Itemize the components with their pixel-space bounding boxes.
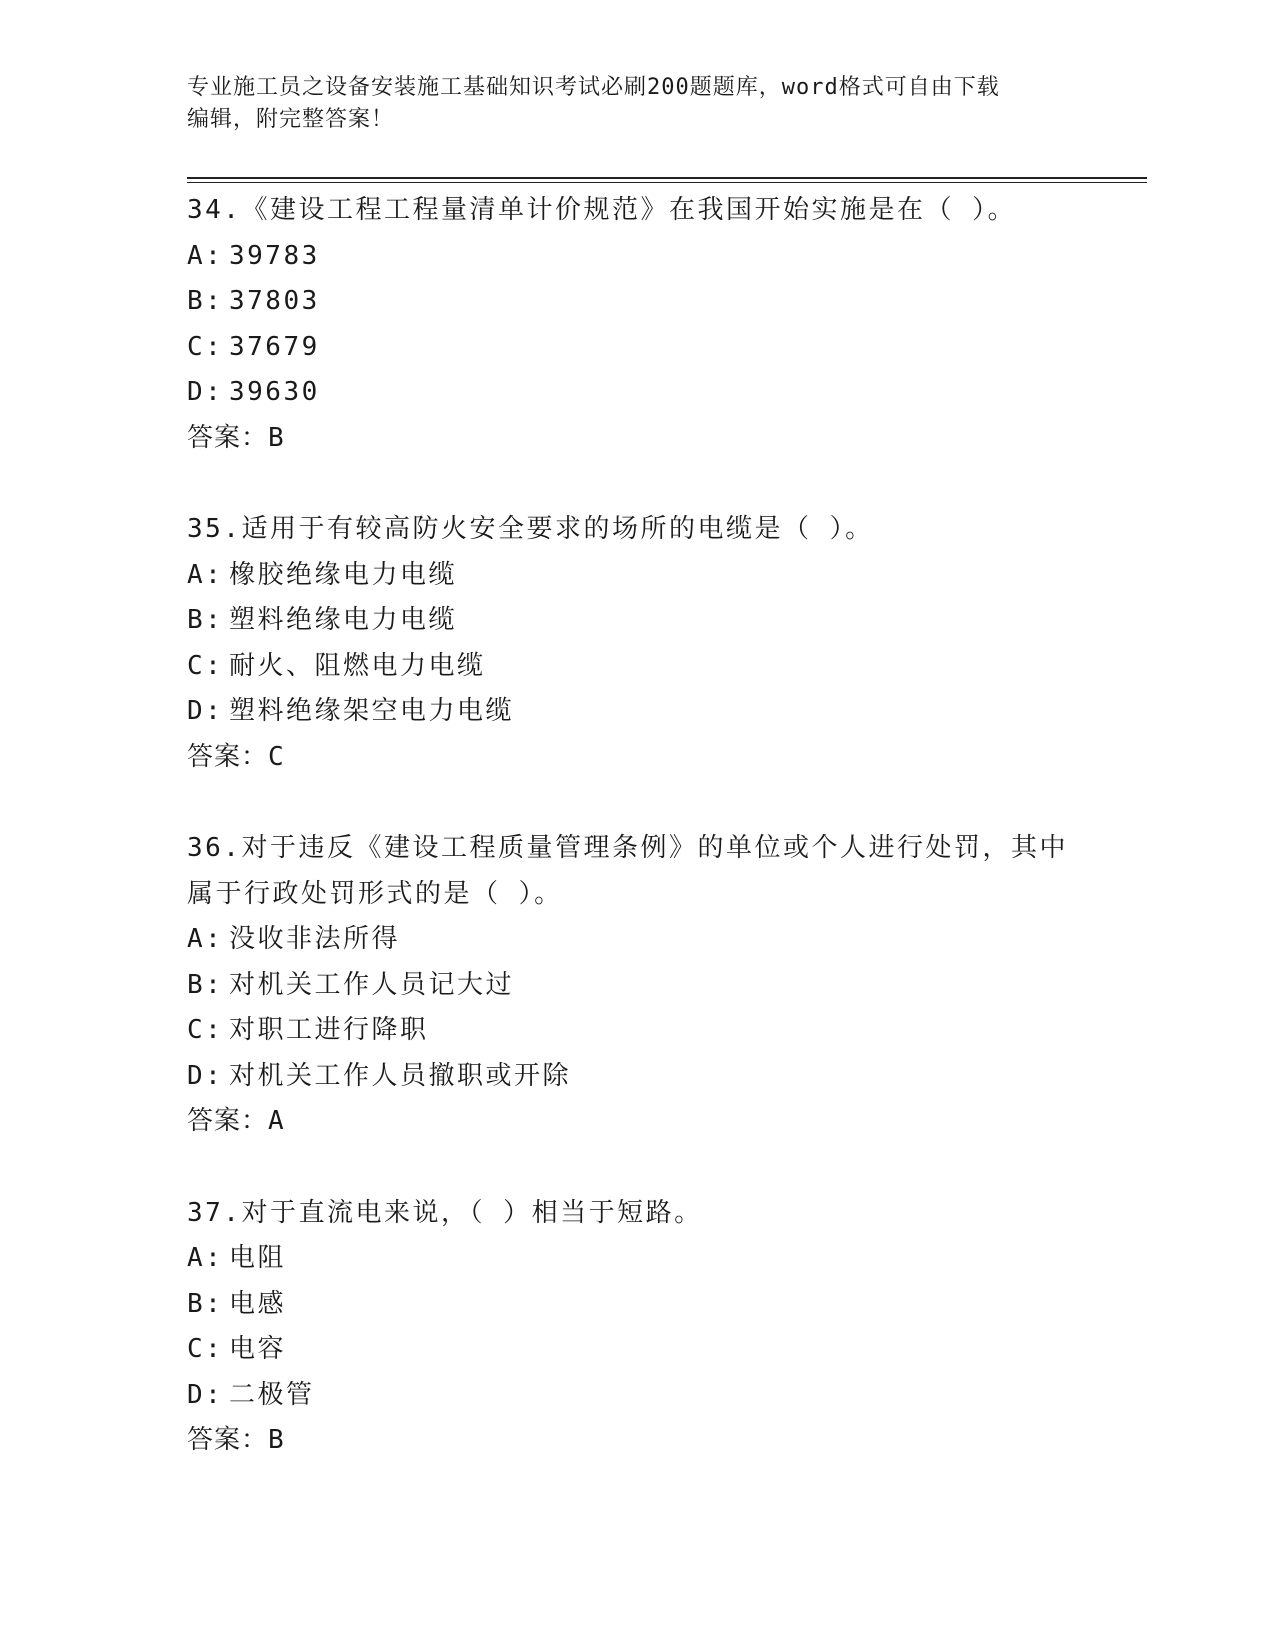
option-letter: B:	[187, 605, 224, 635]
answer-option	[187, 917, 1087, 963]
answer-option	[187, 963, 1087, 1009]
answer-option	[187, 1236, 1087, 1282]
option-text: 电容	[229, 1334, 287, 1364]
option-letter: A:	[187, 924, 224, 954]
answer-option	[187, 1373, 1087, 1419]
answer-option	[187, 279, 1087, 325]
option-text: 电感	[229, 1288, 287, 1319]
option-text: 对机关工作人员撤职或开除	[229, 1060, 572, 1091]
answer-key: 答案：B	[187, 422, 285, 453]
answer-option	[187, 1054, 1087, 1100]
answer-option	[187, 370, 1087, 416]
answer-key: 答案：C	[187, 741, 285, 772]
option-text: 橡胶绝缘电力电缆	[229, 559, 458, 590]
option-text: 没收非法所得	[229, 924, 401, 954]
answer-option	[187, 1327, 1087, 1373]
answer-option	[187, 325, 1087, 371]
option-text: 对机关工作人员记大过	[229, 969, 515, 1000]
question-text: 34.《建设工程工程量清单计价规范》在我国开始实施是在（ ）。	[187, 195, 1017, 225]
option-text: 对职工进行降职	[229, 1015, 429, 1045]
question-text: 36.对于违反《建设工程质量管理条例》的单位或个人进行处罚，其中	[187, 833, 1068, 863]
header-line-1: 专业施工员之设备安装施工基础知识考试必刷200题题库，word格式可自由下载	[187, 75, 1000, 100]
option-letter: D:	[187, 377, 224, 407]
header-line-2: 编辑，附完整答案！	[187, 107, 395, 132]
answer-option	[187, 689, 1087, 735]
answer-key: 答案：B	[187, 1425, 285, 1455]
option-text: 39783	[229, 240, 320, 271]
option-letter: C:	[187, 650, 224, 681]
option-text: 二极管	[229, 1379, 315, 1410]
option-text: 37679	[229, 331, 320, 362]
answer-key: 答案：A	[187, 1106, 285, 1136]
option-text: 39630	[229, 377, 320, 407]
question-block	[187, 507, 1087, 780]
question-text: 属于行政处罚形式的是（ ）。	[187, 878, 563, 909]
option-text: 塑料绝缘电力电缆	[229, 605, 458, 635]
question-text: 37.对于直流电来说，（ ）相当于短路。	[187, 1197, 703, 1228]
option-letter: C:	[187, 331, 224, 362]
answer-option	[187, 1282, 1087, 1328]
question-block	[187, 826, 1087, 1145]
option-letter: B:	[187, 969, 224, 1000]
option-letter: A:	[187, 240, 224, 271]
option-letter: D:	[187, 1060, 224, 1091]
option-letter: A:	[187, 1243, 224, 1273]
answer-option	[187, 234, 1087, 280]
option-letter: D:	[187, 696, 224, 726]
option-letter: B:	[187, 1288, 224, 1319]
header-divider-thick	[187, 177, 1147, 179]
answer-option	[187, 644, 1087, 690]
option-letter: D:	[187, 1379, 224, 1410]
option-text: 耐火、阻燃电力电缆	[229, 650, 486, 681]
question-list	[187, 188, 1087, 1510]
option-text: 37803	[229, 286, 320, 316]
question-block	[187, 1191, 1087, 1464]
option-text: 塑料绝缘架空电力电缆	[229, 696, 515, 726]
question-text: 35.适用于有较高防火安全要求的场所的电缆是（ ）。	[187, 514, 874, 544]
answer-option	[187, 598, 1087, 644]
header-divider-thin	[187, 182, 1147, 183]
option-letter: B:	[187, 286, 224, 316]
option-text: 电阻	[229, 1243, 287, 1273]
document-header	[187, 72, 1087, 136]
answer-option	[187, 553, 1087, 599]
question-block	[187, 188, 1087, 461]
option-letter: A:	[187, 559, 224, 590]
document-page	[187, 0, 1147, 1650]
option-letter: C:	[187, 1015, 224, 1045]
answer-option	[187, 1008, 1087, 1054]
option-letter: C:	[187, 1334, 224, 1364]
